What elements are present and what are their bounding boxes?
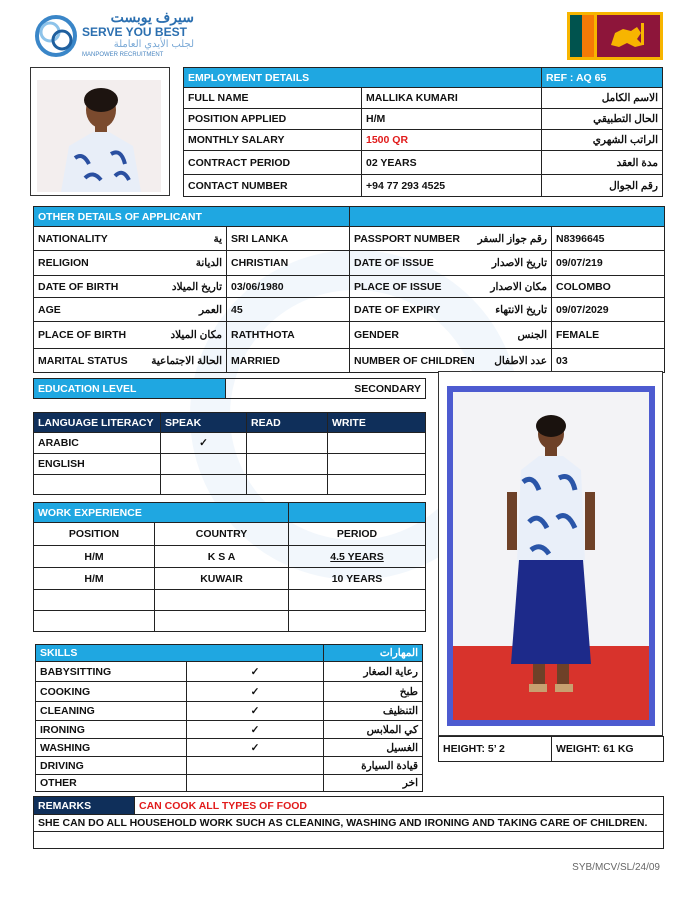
gender-label: GENDER	[350, 322, 456, 349]
number-of-children-label-ar: عدد الاطفال	[456, 349, 552, 373]
work-position	[34, 611, 155, 632]
date-of-issue-label-ar: تاريخ الاصدار	[456, 251, 552, 276]
place-of-birth-label-ar: مكان الميلاد	[131, 322, 227, 349]
remarks-text: SHE CAN DO ALL HOUSEHOLD WORK SUCH AS CLEANING, WASHING AND IRONING AND TAKING CARE OF CHILDREN.	[34, 815, 664, 832]
employment-details-table	[183, 67, 663, 197]
weight-value: WEIGHT: 61 KG	[552, 737, 664, 762]
date-of-expiry-label: DATE OF EXPIRY	[350, 298, 456, 322]
age-value: 45	[227, 298, 350, 322]
work-experience-title-blank	[289, 503, 426, 523]
work-position	[34, 590, 155, 611]
passport-number-label-ar: رقم جواز السفر	[456, 227, 552, 251]
contact-number-value: +94 77 293 4525	[362, 175, 542, 197]
remarks-empty-line	[34, 832, 664, 849]
reference-number: REF : AQ 65	[542, 68, 663, 88]
place-of-birth-value: RATHTHOTA	[227, 322, 350, 349]
skill-driving-ar: قيادة السيارة	[324, 757, 423, 775]
work-experience-title: WORK EXPERIENCE	[34, 503, 289, 523]
lion-icon	[597, 15, 660, 57]
remarks-table	[33, 796, 664, 849]
skill-babysitting-ar: رعاية الصغار	[324, 662, 423, 682]
other-check	[187, 775, 324, 792]
age-label: AGE	[34, 298, 131, 322]
write-header: WRITE	[328, 413, 426, 433]
date-of-expiry-label-ar: تاريخ الانتهاء	[456, 298, 552, 322]
employment-details-title: EMPLOYMENT DETAILS	[184, 68, 542, 88]
speak-header: SPEAK	[161, 413, 247, 433]
skills-table	[35, 644, 423, 792]
arabic-write-check	[328, 433, 426, 454]
number-of-children-label: NUMBER OF CHILDREN	[350, 349, 456, 373]
cooking-check: ✓	[187, 682, 324, 702]
ironing-check: ✓	[187, 721, 324, 739]
date-of-expiry-value: 09/07/2029	[552, 298, 665, 322]
contract-period-label-ar: مدة العقد	[542, 151, 663, 175]
place-of-issue-label-ar: مكان الاصدار	[456, 276, 552, 298]
remarks-label: REMARKS	[34, 797, 135, 815]
logo-icon	[34, 12, 78, 60]
work-period: 4.5 YEARS	[289, 546, 426, 568]
logo-arabic-sub: لجلب الأيدي العاملة	[113, 39, 194, 50]
skill-cleaning: CLEANING	[36, 702, 187, 721]
company-logo	[34, 10, 194, 62]
work-position: H/M	[34, 546, 155, 568]
logo-arabic: سيرف يوبست	[110, 9, 194, 25]
language-arabic: ARABIC	[34, 433, 161, 454]
skill-cleaning-ar: التنظيف	[324, 702, 423, 721]
country-header: COUNTRY	[155, 523, 289, 546]
position-header: POSITION	[34, 523, 155, 546]
religion-value: CHRISTIAN	[227, 251, 350, 276]
skill-washing: WASHING	[36, 739, 187, 757]
position-applied-label-ar: الحال التطبيقي	[542, 109, 663, 130]
skill-cooking: COOKING	[36, 682, 187, 702]
age-label-ar: العمر	[131, 298, 227, 322]
work-period: 10 YEARS	[289, 568, 426, 590]
nationality-label: NATIONALITY	[34, 227, 131, 251]
work-country	[155, 611, 289, 632]
place-of-birth-label: PLACE OF BIRTH	[34, 322, 131, 349]
gender-label-ar: الجنس	[456, 322, 552, 349]
work-country: K S A	[155, 546, 289, 568]
date-of-birth-label-ar: تاريخ الميلاد	[131, 276, 227, 298]
driving-check	[187, 757, 324, 775]
other-details-title-blank	[350, 207, 665, 227]
work-country	[155, 590, 289, 611]
cleaning-check: ✓	[187, 702, 324, 721]
skills-title: SKILLS	[36, 645, 324, 662]
skill-babysitting: BABYSITTING	[36, 662, 187, 682]
date-of-birth-value: 03/06/1980	[227, 276, 350, 298]
marital-status-label-ar: الحالة الاجتماعية	[131, 349, 227, 373]
period-header: PERIOD	[289, 523, 426, 546]
language-empty-write	[328, 475, 426, 495]
marital-status-label: MARITAL STATUS	[34, 349, 131, 373]
arabic-speak-check: ✓	[161, 433, 247, 454]
babysitting-check: ✓	[187, 662, 324, 682]
arabic-read-check	[247, 433, 328, 454]
date-of-issue-label: DATE OF ISSUE	[350, 251, 456, 276]
full-name-label: FULL NAME	[184, 88, 362, 109]
applicant-photo-small	[30, 67, 170, 196]
english-read-check	[247, 454, 328, 475]
measurements-table	[438, 736, 664, 762]
skill-washing-ar: الغسيل	[324, 739, 423, 757]
passport-number-label: PASSPORT NUMBER	[350, 227, 456, 251]
language-empty-speak	[161, 475, 247, 495]
other-details-title: OTHER DETAILS OF APPLICANT	[34, 207, 350, 227]
work-country: KUWAIR	[155, 568, 289, 590]
language-literacy-header: LANGUAGE LITERACY	[34, 413, 161, 433]
remarks-highlight: CAN COOK ALL TYPES OF FOOD	[135, 797, 664, 815]
education-level-value: SECONDARY	[226, 379, 426, 399]
skill-cooking-ar: طبخ	[324, 682, 423, 702]
language-literacy-table	[33, 412, 426, 495]
nationality-value: SRI LANKA	[227, 227, 350, 251]
document-code: SYB/MCV/SL/24/09	[572, 862, 660, 873]
contact-number-label-ar: رقم الجوال	[542, 175, 663, 197]
full-name-value: MALLIKA KUMARI	[362, 88, 542, 109]
logo-subtitle: MANPOWER RECRUITMENT	[82, 52, 164, 58]
nationality-label-ar: ية	[131, 227, 227, 251]
skill-other-ar: اخر	[324, 775, 423, 792]
religion-label-ar: الديانة	[131, 251, 227, 276]
skills-title-ar: المهارات	[324, 645, 423, 662]
english-speak-check	[161, 454, 247, 475]
skill-ironing: IRONING	[36, 721, 187, 739]
contract-period-label: CONTRACT PERIOD	[184, 151, 362, 175]
washing-check: ✓	[187, 739, 324, 757]
read-header: READ	[247, 413, 328, 433]
place-of-issue-label: PLACE OF ISSUE	[350, 276, 456, 298]
sri-lanka-flag	[567, 12, 663, 60]
work-experience-table	[33, 502, 426, 632]
work-period	[289, 590, 426, 611]
marital-status-value: MARRIED	[227, 349, 350, 373]
language-empty	[34, 475, 161, 495]
contact-number-label: CONTACT NUMBER	[184, 175, 362, 197]
skill-ironing-ar: كي الملابس	[324, 721, 423, 739]
work-period	[289, 611, 426, 632]
place-of-issue-value: COLOMBO	[552, 276, 665, 298]
education-table	[33, 378, 426, 399]
contract-period-value: 02 YEARS	[362, 151, 542, 175]
education-level-label: EDUCATION LEVEL	[34, 379, 226, 399]
passport-number-value: N8396645	[552, 227, 665, 251]
monthly-salary-label: MONTHLY SALARY	[184, 130, 362, 151]
full-name-label-ar: الاسم الكامل	[542, 88, 663, 109]
work-position: H/M	[34, 568, 155, 590]
religion-label: RELIGION	[34, 251, 131, 276]
monthly-salary-label-ar: الراتب الشهري	[542, 130, 663, 151]
other-details-table	[33, 206, 665, 373]
date-of-birth-label: DATE OF BIRTH	[34, 276, 131, 298]
date-of-issue-value: 09/07/219	[552, 251, 665, 276]
position-applied-value: H/M	[362, 109, 542, 130]
applicant-photo-full	[438, 371, 663, 736]
number-of-children-value: 03	[552, 349, 665, 373]
position-applied-label: POSITION APPLIED	[184, 109, 362, 130]
english-write-check	[328, 454, 426, 475]
height-value: HEIGHT: 5’ 2	[439, 737, 552, 762]
skill-other: OTHER	[36, 775, 187, 792]
monthly-salary-value: 1500 QR	[362, 130, 542, 151]
skill-driving: DRIVING	[36, 757, 187, 775]
language-empty-read	[247, 475, 328, 495]
language-english: ENGLISH	[34, 454, 161, 475]
gender-value: FEMALE	[552, 322, 665, 349]
logo-english: SERVE YOU BEST	[82, 25, 187, 39]
